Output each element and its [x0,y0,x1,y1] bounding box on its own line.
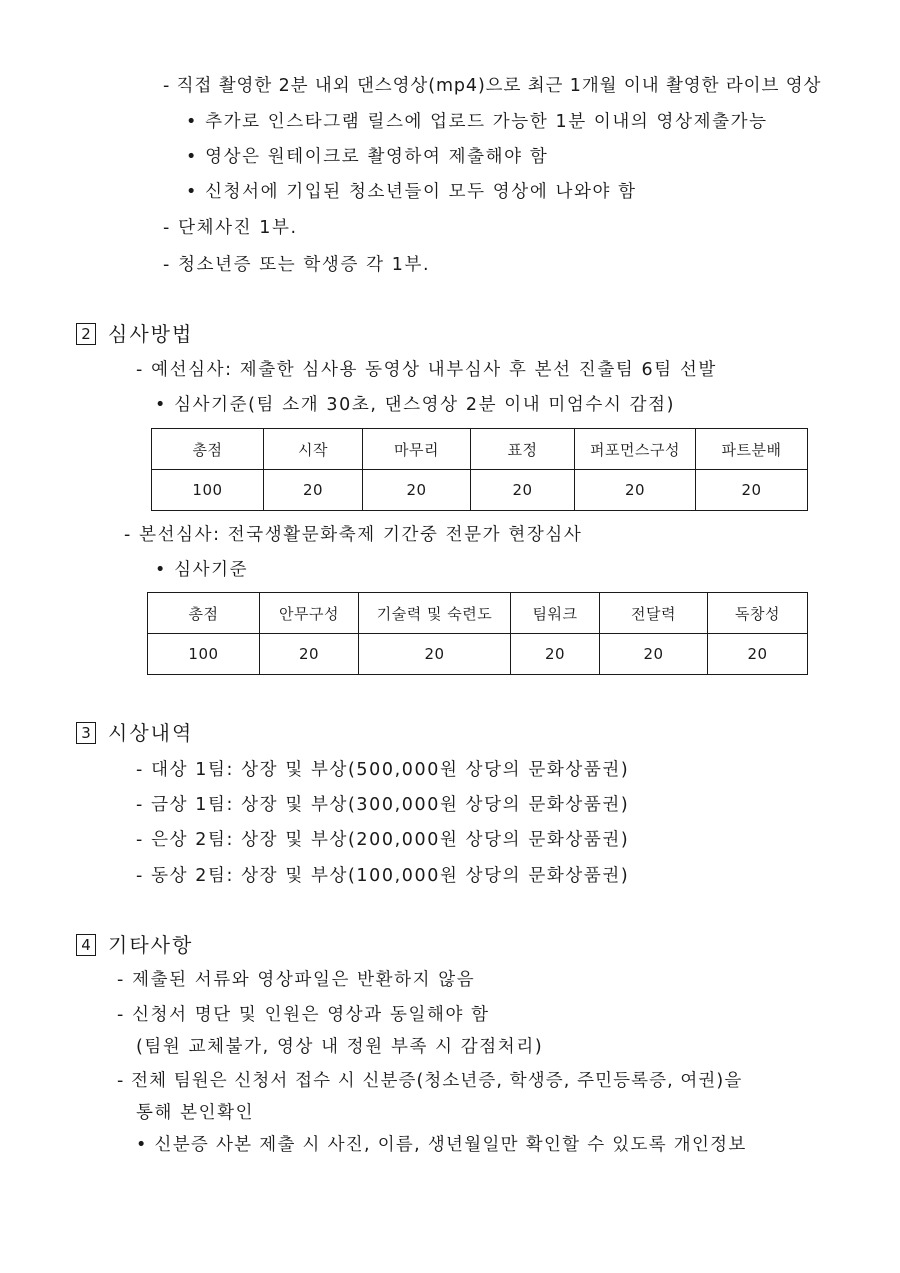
table-header-cell: 전달력 [600,593,708,634]
table-header-cell: 시작 [264,429,363,470]
table-header-cell: 총점 [148,593,260,634]
award-line-silver: - 은상 2팀: 상장 및 부상(200,000원 상당의 문화상품권) [136,830,630,850]
final-score-table [147,592,808,675]
prelim-criteria-line: • 심사기준(팀 소개 30초, 댄스영상 2분 이내 미엄수시 감점) [155,395,676,415]
intro-line-onetake: • 영상은 원테이크로 촬영하여 제출해야 함 [186,147,549,167]
intro-line-video: - 직접 촬영한 2분 내외 댄스영상(mp4)으로 최근 1개월 이내 촬영한 라이브 영상 [163,76,822,96]
table-header-cell: 기술력 및 숙련도 [359,593,511,634]
section-number-box: 3 [76,722,96,744]
table-header-cell: 독창성 [708,593,808,634]
table-value-cell: 20 [363,470,471,511]
note-line-id-copy: • 신분증 사본 제출 시 사진, 이름, 생년월일만 확인할 수 있도록 개인정보 [136,1135,747,1155]
table-header-cell: 표정 [471,429,575,470]
note-line-identity: - 전체 팀원은 신청서 접수 시 신분증(청소년증, 학생증, 주민등록증, 여권)을 [117,1071,743,1091]
table-value-cell: 20 [471,470,575,511]
table-header-cell: 마무리 [363,429,471,470]
final-criteria-line: • 심사기준 [155,560,249,580]
table-value-cell: 100 [152,470,264,511]
section-title: 기타사항 [108,933,194,957]
note-line-roster-detail: (팀원 교체불가, 영상 내 정원 부족 시 감점처리) [136,1037,544,1057]
table-value-cell: 20 [575,470,696,511]
table-value-cell: 20 [264,470,363,511]
table-value-cell: 20 [359,634,511,675]
table-value-cell: 20 [511,634,600,675]
table-header-cell: 팀워크 [511,593,600,634]
award-line-bronze: - 동상 2팀: 상장 및 부상(100,000원 상당의 문화상품권) [136,866,630,886]
prelim-line: - 예선심사: 제출한 심사용 동영상 내부심사 후 본선 진출팀 6팀 선발 [136,360,717,380]
section-heading-judging [76,320,193,348]
intro-line-reels: • 추가로 인스타그램 릴스에 업로드 가능한 1분 이내의 영상제출가능 [186,112,768,132]
table-value-cell: 20 [260,634,359,675]
prelim-score-table [151,428,808,511]
note-line-no-return: - 제출된 서류와 영상파일은 반환하지 않음 [117,970,476,990]
section-title: 시상내역 [108,721,194,745]
intro-line-id-card: - 청소년증 또는 학생증 각 1부. [163,255,431,275]
intro-line-group-photo: - 단체사진 1부. [163,218,298,238]
table-header-cell: 퍼포먼스구성 [575,429,696,470]
table-header-cell: 총점 [152,429,264,470]
award-line-grand: - 대상 1팀: 상장 및 부상(500,000원 상당의 문화상품권) [136,760,630,780]
intro-line-members: • 신청서에 기입된 청소년들이 모두 영상에 나와야 함 [186,182,637,202]
award-line-gold: - 금상 1팀: 상장 및 부상(300,000원 상당의 문화상품권) [136,795,630,815]
table-header-cell: 파트분배 [696,429,808,470]
section-heading-other [76,931,193,959]
table-value-cell: 100 [148,634,260,675]
section-number-box: 4 [76,934,96,956]
note-line-roster: - 신청서 명단 및 인원은 영상과 동일해야 함 [117,1005,490,1025]
table-header-cell: 안무구성 [260,593,359,634]
section-number-box: 2 [76,323,96,345]
section-title: 심사방법 [108,322,194,346]
table-value-cell: 20 [696,470,808,511]
table-value-cell: 20 [600,634,708,675]
section-heading-awards [76,719,193,747]
note-line-identity-cont: 통해 본인확인 [136,1103,255,1123]
table-value-cell: 20 [708,634,808,675]
final-line: - 본선심사: 전국생활문화축제 기간중 전문가 현장심사 [124,525,583,545]
